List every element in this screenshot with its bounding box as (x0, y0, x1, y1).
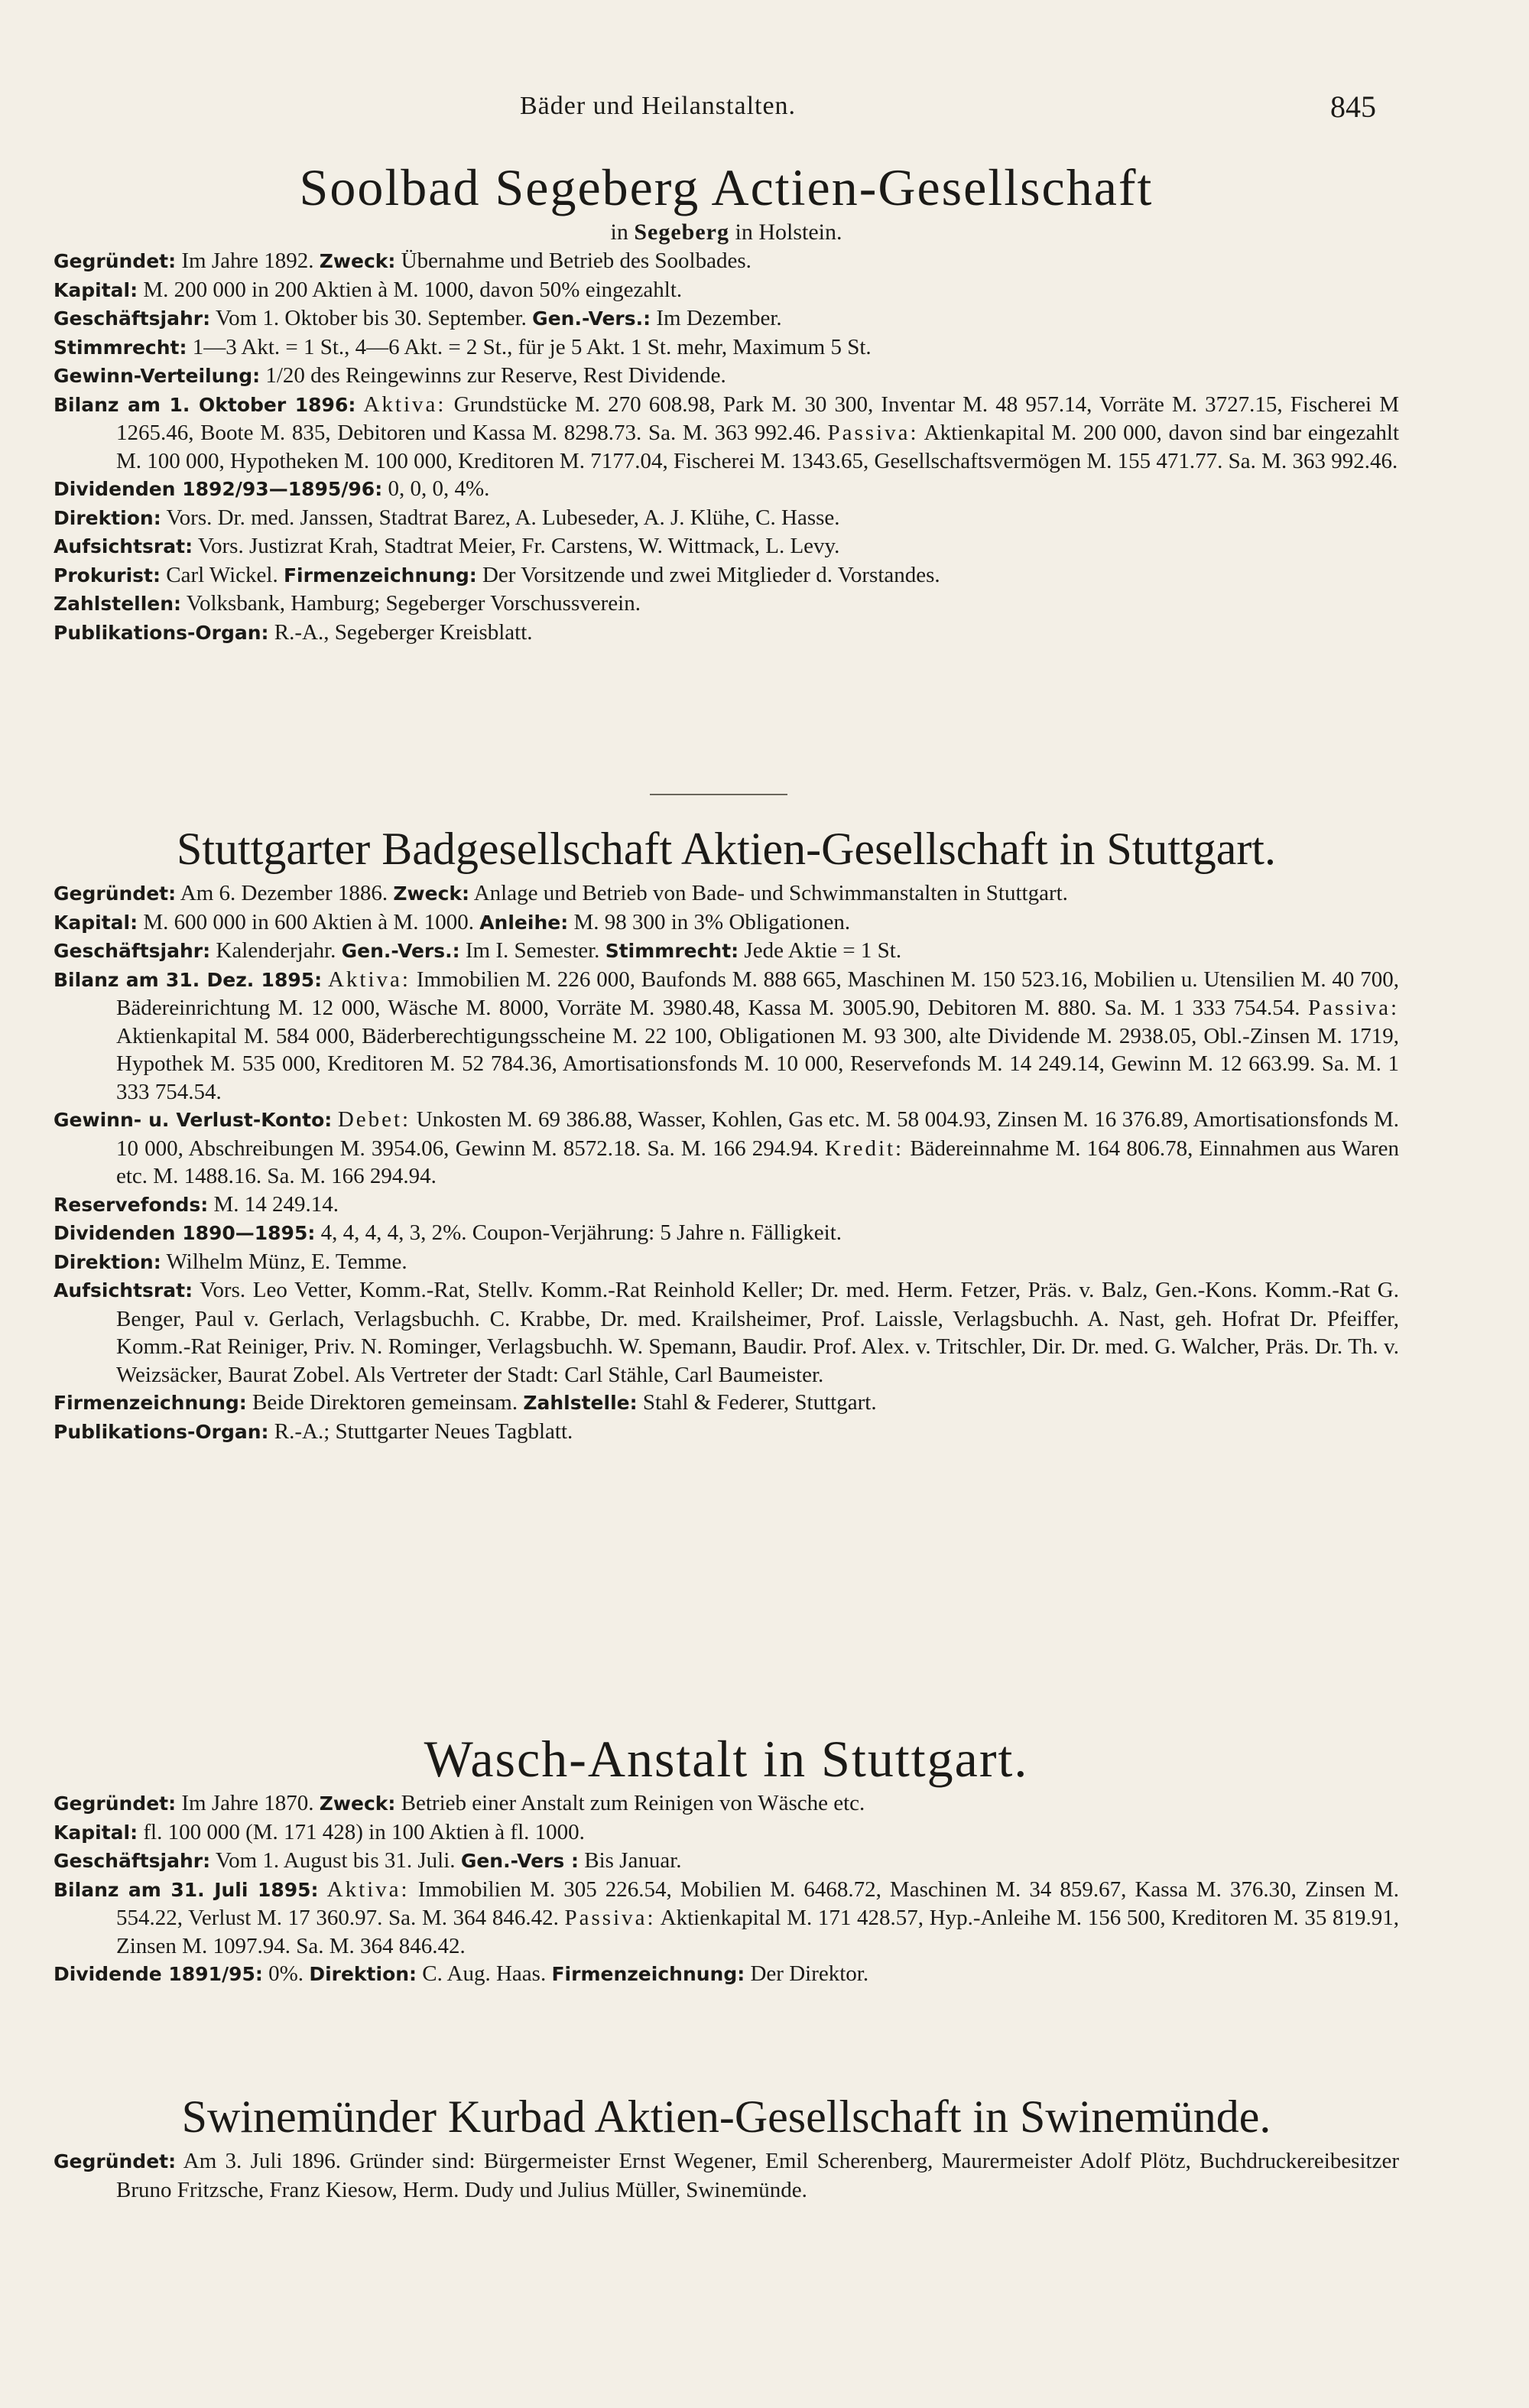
entry-bilanz: Bilanz am 31. Juli 1895: Aktiva: Immobilien M. 305 226.54, Mobilien M. 6468.72, Maschinen M. 34 859.67, Kassa M. 376.30, Zinsen M. 554.22, Verlust M. 17 360.97. Sa. M. 364 846.42. Passiva: Aktienkapital M. 171 428.57, Hyp.-Anleihe M. 156 500, Kreditoren M. 35 819.91, Zinsen M. 1097.94. Sa. M. 364 846.42. (54, 1877, 1400, 1958)
entry-aufsichtsrat: Aufsichtsrat: Vors. Justizrat Krah, Stadtrat Meier, Fr. Carstens, W. Wittmack, L. Levy. (54, 534, 840, 558)
entry-geschaeftsjahr: Geschäftsjahr: Vom 1. August bis 31. Juli. Gen.-Vers : Bis Januar. (54, 1848, 682, 1873)
article-swinemuende (54, 2086, 1399, 2204)
entry-kapital: Kapital: fl. 100 000 (M. 171 428) in 100 Aktien à fl. 1000. (54, 1819, 585, 1844)
page-number: 845 (1330, 89, 1376, 124)
entry-dividende: Dividende 1891/95: 0%. Direktion: C. Aug. Haas. Firmenzeichnung: Der Direktor. (54, 1961, 869, 1986)
section-divider (650, 794, 787, 795)
entry-dividenden: Dividenden 1892/93—1895/96: 0, 0, 0, 4%. (54, 476, 490, 501)
article-stuttgart-bad (54, 818, 1399, 1446)
running-head: Bäder und Heilanstalten. (520, 92, 797, 120)
entry-bilanz: Bilanz am 1. Oktober 1896: Aktiva: Grundstücke M. 270 608.98, Park M. 30 300, Inventar M. 48 957.14, Vorräte M. 3727.15, Fischerei M 1265.46, Boote M. 835, Debitoren und Kassa M. 8298.73. Sa. M. 363 992.46. Passiva: Aktienkapital M. 200 000, davon sind bar eingezahlt M. 100 000, Hypotheken M. 100 000, Kreditoren M. 7177.04, Fischerei M. 1343.65, Gesellschaftsvermögen M. 155 471.77. Sa. M. 363 992.46. (54, 392, 1400, 473)
entry-gegruendet: Gegründet: Am 6. Dezember 1886. Zweck: Anlage und Betrieb von Bade- und Schwimmanstalten in Stuttgart. (54, 881, 1068, 905)
entry-stimmrecht: Stimmrecht: 1—3 Akt. = 1 St., 4—6 Akt. = 2 St., für je 5 Akt. 1 St. mehr, Maximum 5 St. (54, 334, 872, 359)
entry-geschaeftsjahr: Geschäftsjahr: Kalenderjahr. Gen.-Vers.: Im I. Semester. Stimmrecht: Jede Aktie = 1 St. (54, 938, 902, 963)
entry-bilanz: Bilanz am 31. Dez. 1895: Aktiva: Immobilien M. 226 000, Baufonds M. 888 665, Maschinen M. 150 523.16, Mobilien u. Utensilien M. 40 700, Bädereinrichtung M. 12 000, Wäsche M. 8000, Vorräte M. 3980.48, Kassa M. 3005.90, Debitoren M. 880. Sa. M. 1 333 754.54. Passiva: Aktienkapital M. 584 000, Bäderberechtigungsscheine M. 22 100, Obligationen M. 93 300, alte Dividende M. 2938.05, Obl.-Zinsen M. 1719, Hypothek M. 535 000, Kreditoren M. 52 784.36, Amortisationsfonds M. 10 000, Reservefonds M. 14 249.14, Gewinn M. 12 663.99. Sa. M. 1 333 754.54. (54, 967, 1400, 1104)
entry-firmenzeichnung: Firmenzeichnung: Beide Direktoren gemeinsam. Zahlstelle: Stahl & Federer, Stuttgart. (54, 1390, 877, 1415)
article-subtitle: in Segeberg in Holstein. (610, 219, 842, 245)
entry-publikation: Publikations-Organ: R.-A., Segeberger Kreisblatt. (54, 619, 533, 645)
entry-zahlstellen: Zahlstellen: Volksbank, Hamburg; Segeberger Vorschussverein. (54, 591, 641, 616)
article-title: Stuttgarter Badgesellschaft Aktien-Gesellschaft in Stuttgart. (177, 824, 1276, 874)
entry-aufsichtsrat: Aufsichtsrat: Vors. Leo Vetter, Komm.-Rat, Stellv. Komm.-Rat Reinhold Keller; Dr. med. Herm. Fetzer, Präs. v. Balz, Gen.-Kons. Komm.-Rat G. Benger, Paul v. Gerlach, Verlagsbuchh. C. Krabbe, Dr. med. Krailsheimer, Prof. Laissle, Verlagsbuchh. A. Nast, geh. Hofrat Dr. Pfeiffer, Komm.-Rat Reiniger, Priv. N. Rominger, Verlagsbuchh. W. Spemann, Baudir. Prof. Alex. v. Tritschler, Dir. Dr. med. G. Walcher, Präs. Dr. Th. v. Weizsäcker, Baurat Zobel. Als Vertreter der Stadt: Carl Stähle, Carl Baumeister. (54, 1278, 1400, 1387)
entry-direktion: Direktion: Wilhelm Münz, E. Temme. (54, 1249, 407, 1274)
entry-reservefonds: Reservefonds: M. 14 249.14. (54, 1191, 339, 1217)
article-title: Soolbad Segeberg Actien-Gesellschaft (299, 158, 1154, 216)
entry-gewinn-verlust: Gewinn- u. Verlust-Konto: Debet: Unkosten M. 69 386.88, Wasser, Kohlen, Gas etc. M. 58 004.93, Zinsen M. 16 376.89, Amortisationsfonds M. 10 000, Abschreibungen M. 3954.06, Gewinn M. 8572.18. Sa. M. 166 294.94. Kredit: Bädereinnahme M. 164 806.78, Einnahmen aus Waren etc. M. 1488.16. Sa. M. 166 294.94. (54, 1107, 1400, 1188)
article-segeberg (54, 157, 1399, 647)
article-title: Swinemünder Kurbad Aktien-Gesellschaft in Swinemünde. (181, 2091, 1271, 2142)
entry-geschaeftsjahr: Geschäftsjahr: Vom 1. Oktober bis 30. September. Gen.-Vers.: Im Dezember. (54, 306, 782, 330)
entry-gegruendet: Gegründet: Im Jahre 1892. Zweck: Übernahme und Betrieb des Soolbades. (54, 249, 752, 273)
entry-gegruendet: Gegründet: Im Jahre 1870. Zweck: Betrieb einer Anstalt zum Reinigen von Wäsche etc. (54, 1791, 865, 1815)
entry-gegruendet: Gegründet: Am 3. Juli 1896. Gründer sind: Bürgermeister Ernst Wegener, Emil Scherenberg, Maurermeister Adolf Plötz, Buchdruckereibesitzer Bruno Fritzsche, Franz Kiesow, Herm. Dudy und Julius Müller, Swinemünde. (54, 2149, 1399, 2202)
entry-gewinn-verteilung: Gewinn-Verteilung: 1/20 des Reingewinns zur Reserve, Rest Dividende. (54, 363, 726, 388)
article-title: Wasch-Anstalt in Stuttgart. (424, 1730, 1029, 1788)
entry-dividenden: Dividenden 1890—1895: 4, 4, 4, 4, 3, 2%. Coupon-Verjährung: 5 Jahre n. Fälligkeit. (54, 1220, 842, 1245)
entry-kapital: Kapital: M. 200 000 in 200 Aktien à M. 1000, davon 50% eingezahlt. (54, 277, 683, 302)
entry-kapital: Kapital: M. 600 000 in 600 Aktien à M. 1000. Anleihe: M. 98 300 in 3% Obligationen. (54, 909, 851, 934)
entry-direktion: Direktion: Vors. Dr. med. Janssen, Stadtrat Barez, A. Lubeseder, A. J. Klühe, C. Hasse. (54, 505, 840, 530)
article-wasch-anstalt (54, 1728, 1399, 1989)
entry-publikation: Publikations-Organ: R.-A.; Stuttgarter Neues Tagblatt. (54, 1418, 573, 1444)
entry-prokurist: Prokurist: Carl Wickel. Firmenzeichnung: Der Vorsitzende und zwei Mitglieder d. Vorstandes. (54, 562, 940, 587)
